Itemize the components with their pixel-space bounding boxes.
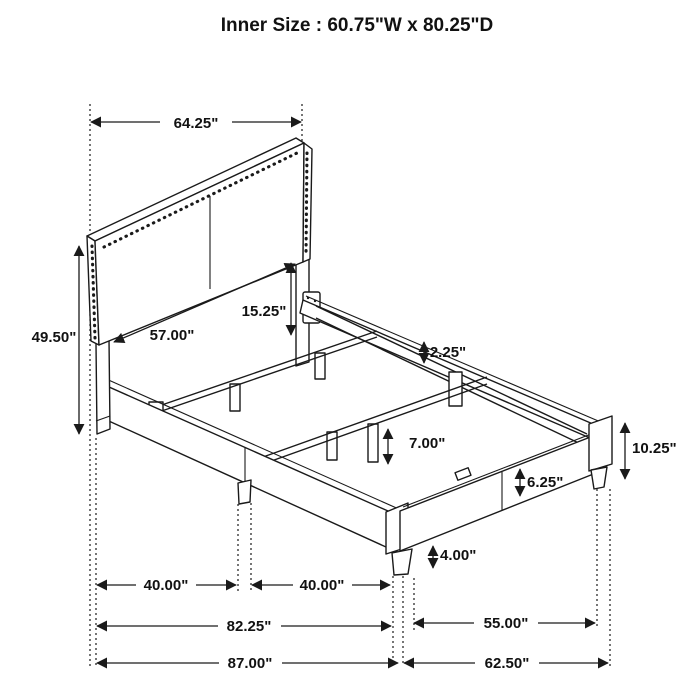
svg-text:6.25": 6.25" (527, 474, 564, 491)
svg-text:2.25": 2.25" (429, 344, 467, 361)
dim-center-leg-height (388, 429, 445, 464)
dim-corner-height (625, 423, 677, 479)
dim-support-rail-height (424, 342, 466, 363)
dim-side-rail-length (97, 618, 391, 635)
dim-leg-span-foot (252, 577, 390, 594)
dimension-annotations (32, 115, 677, 672)
svg-text:64.25": 64.25" (173, 115, 219, 132)
svg-text:7.00": 7.00" (409, 435, 446, 452)
dim-leg-span-head (97, 577, 236, 594)
right-side-rail (300, 300, 600, 441)
dim-overall-height (32, 246, 79, 434)
svg-text:87.00": 87.00" (227, 655, 273, 672)
svg-text:82.25": 82.25" (226, 618, 272, 635)
bed-frame-drawing (87, 138, 612, 575)
center-rail-plate (449, 372, 462, 406)
dim-overall-depth (97, 655, 398, 672)
front-left-leg (392, 549, 412, 575)
svg-text:40.00": 40.00" (143, 577, 189, 594)
diagram-title: Inner Size : 60.75"W x 80.25"D (220, 15, 494, 36)
dim-overall-width (404, 655, 608, 672)
svg-text:40.00": 40.00" (299, 577, 345, 594)
left-side-rail (100, 383, 397, 552)
front-right-post (589, 416, 612, 471)
svg-text:62.50": 62.50" (484, 655, 530, 672)
svg-text:49.50": 49.50" (31, 329, 77, 346)
center-rail (316, 306, 587, 434)
svg-text:10.25": 10.25" (632, 440, 677, 457)
mid-left-leg (238, 480, 251, 504)
front-right-leg (591, 467, 607, 489)
svg-text:55.00": 55.00" (483, 615, 529, 632)
svg-text:15.25": 15.25" (241, 303, 287, 320)
svg-text:57.00": 57.00" (149, 327, 195, 344)
dim-foot-leg-height (433, 546, 476, 568)
dim-headboard-width (91, 115, 301, 132)
svg-text:4.00": 4.00" (440, 547, 477, 564)
dim-foot-leg-span (414, 615, 595, 632)
